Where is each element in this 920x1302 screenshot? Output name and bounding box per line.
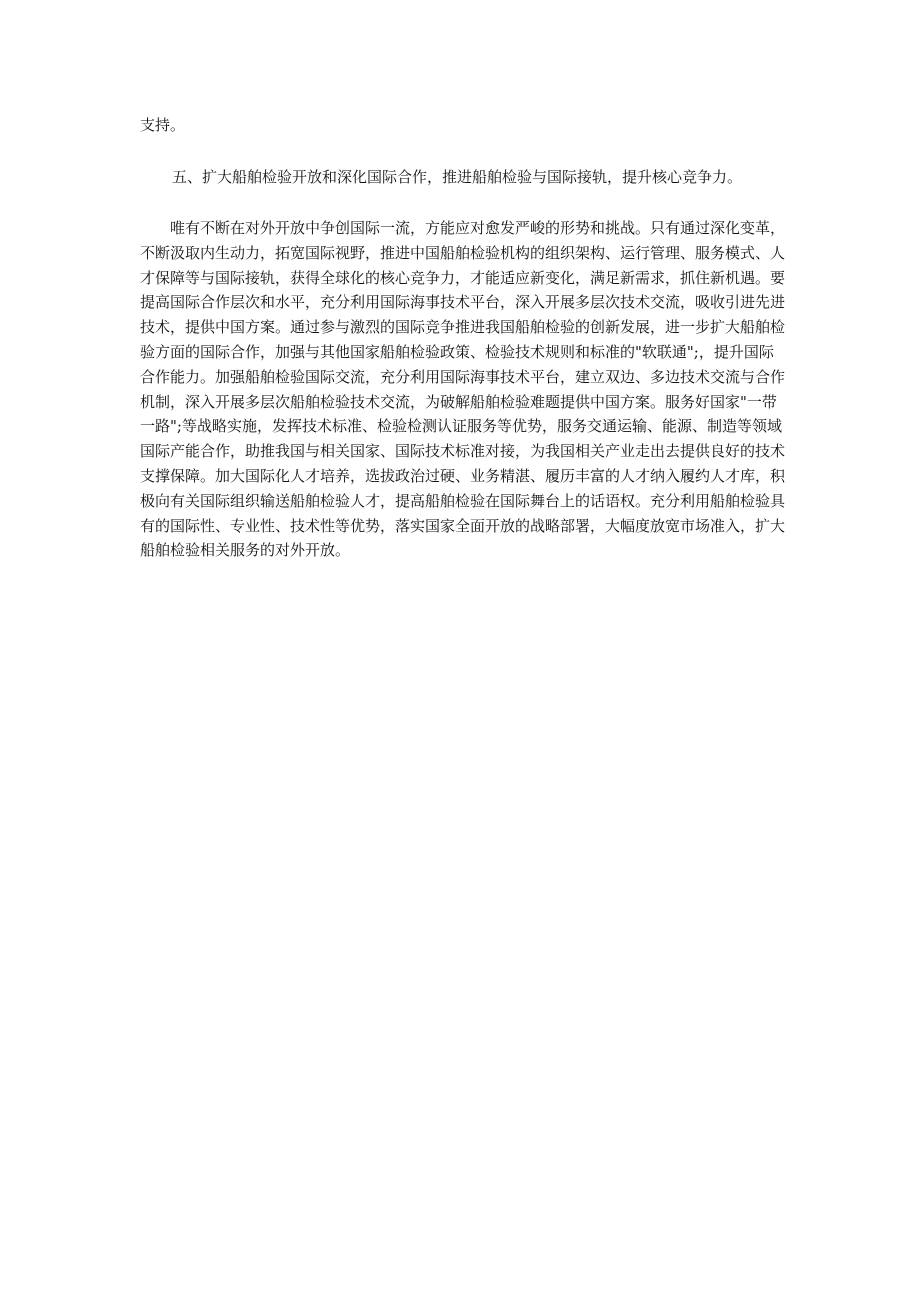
body-paragraph: 唯有不断在对外开放中争创国际一流，方能应对愈发严峻的形势和挑战。只有通过深化变革，不断汲取内生动力，拓宽国际视野，推进中国船舶检验机构的组织架构、运行管理、服务模式、人才保障等与国际接轨，获得全球化的核心竞争力，才能适应新变化，满足新需求，抓住新机遇。要提高国际合作层次和水平，充分利用国际海事技术平台，深入开展多层次技术交流，吸收引进先进技术，提供中国方案。通过参与激烈的国际竞争推进我国船舶检验的创新发展，进一步扩大船舶检验方面的国际合作，加强与其他国家船舶检验政策、检验技术规则和标准的"软联通";，提升国际合作能力。加强船舶检验国际交流，充分利用国际海事技术平台，建立双边、多边技术交流与合作机制，深入开展多层次船舶检验技术交流，为破解船舶检验难题提供中国方案。服务好国家"一带一路";等战略实施，发挥技术标准、检验检测认证服务等优势，服务交通运输、能源、制造等领域国际产能合作，助推我国与相关国家、国际技术标准对接，为我国相关产业走出去提供良好的技术支撑保障。加大国际化人才培养，选拔政治过硬、业务精湛、履历丰富的人才纳入履约人才库，积极向有关国际组织输送船舶检验人才，提高船舶检验在国际舞台上的话语权。充分利用船舶检验具有的国际性、专业性、技术性等优势，落实国家全面开放的战略部署，大幅度放宽市场准入，扩大船舶检验相关服务的对外开放。	[140, 219, 786, 560]
continuation-paragraph: 支持。	[140, 116, 186, 134]
section-heading: 五、扩大船舶检验开放和深化国际合作，推进船舶检验与国际接轨，提升核心竞争力。	[172, 168, 743, 186]
